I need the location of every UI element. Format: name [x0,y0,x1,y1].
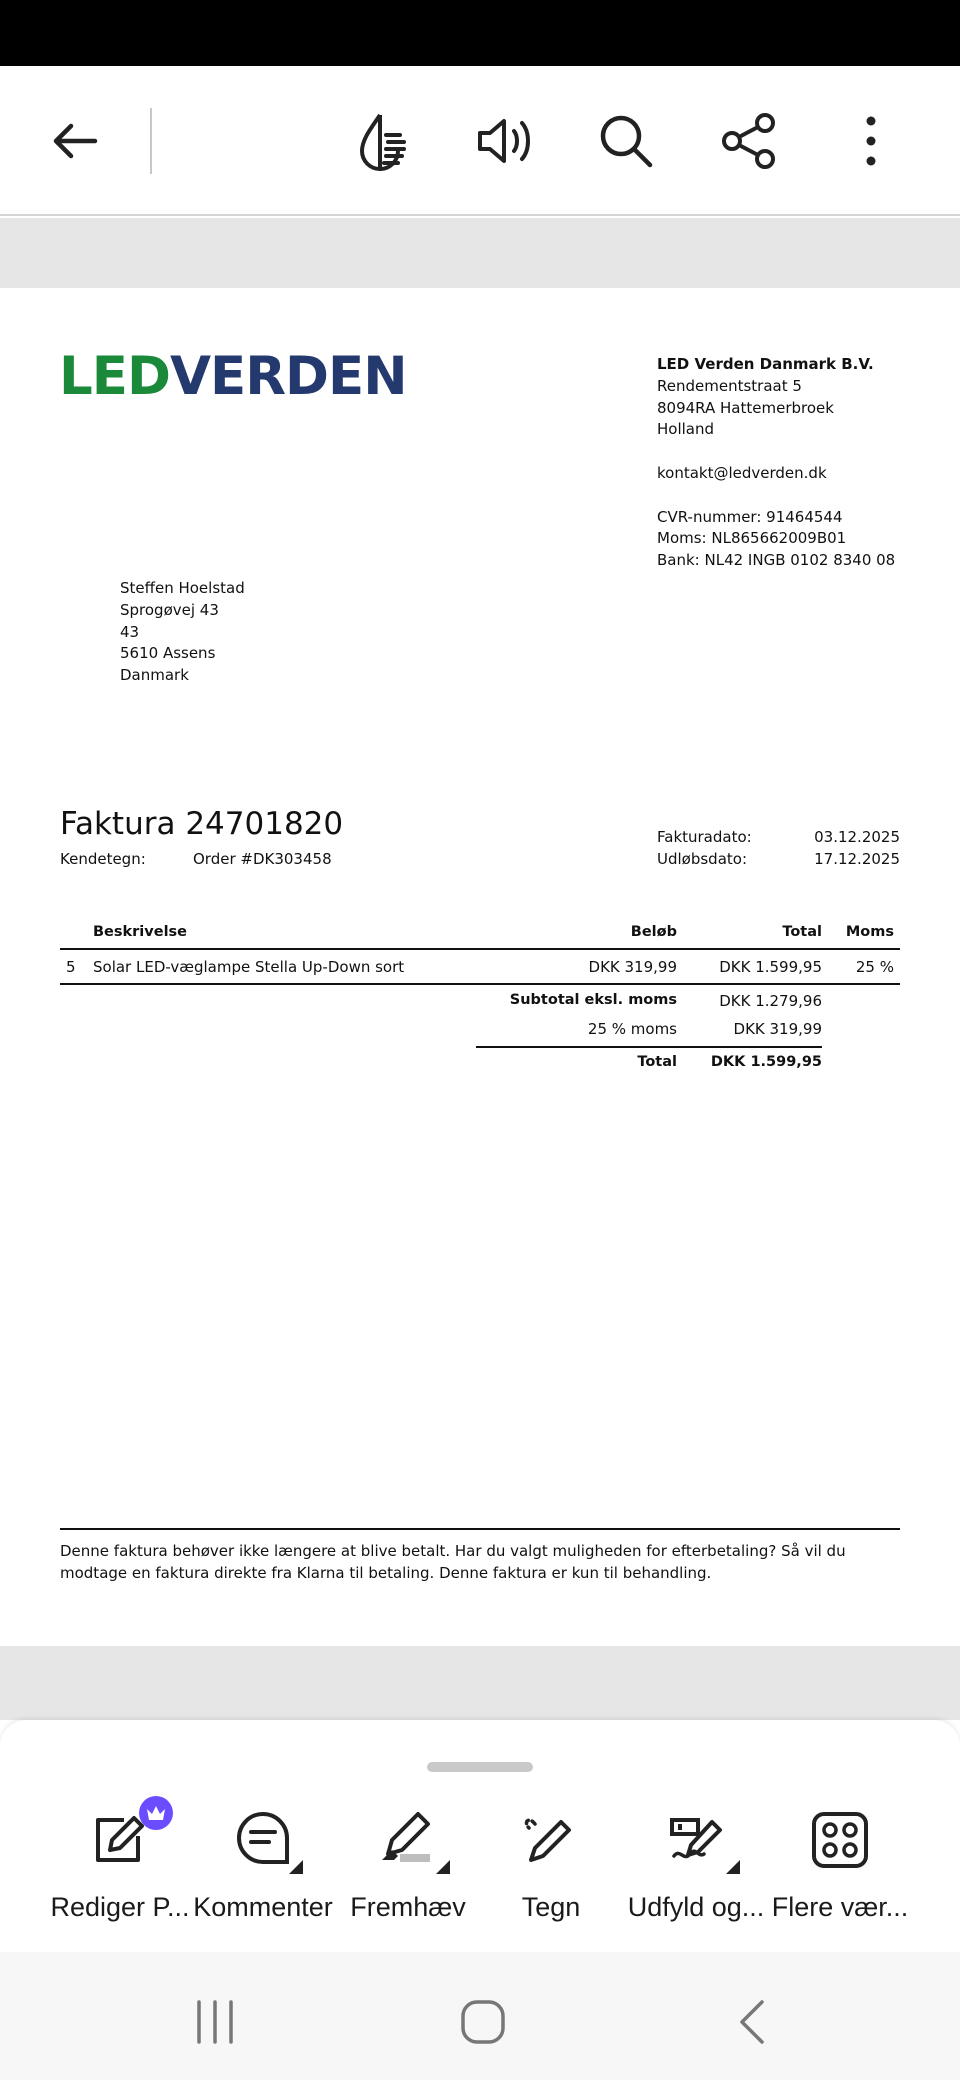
fill-sign-icon [666,1810,726,1870]
system-nav-bar [0,1952,960,2080]
total-label: Total [637,1054,677,1070]
more-options-icon[interactable] [836,106,906,176]
sheet-drag-handle[interactable] [427,1762,533,1772]
subtotal-value: DKK 1.279,96 [719,992,822,1010]
tool-label: Rediger P... [50,1892,190,1922]
tool-fill-sign[interactable] [621,1810,771,1930]
header-vat: Moms [845,924,894,940]
due-date-label: Udløbsdato: [657,850,748,868]
reference-label: Kendetegn: [60,850,146,868]
top-toolbar [0,66,960,216]
sender-city: 8094RA Hattemerbroek [657,398,834,417]
recipient-country: Danmark [120,666,189,685]
recent-apps-icon[interactable] [175,1982,255,2062]
row-quantity: 5 [66,958,76,976]
table-row-rule [60,983,900,985]
row-vat: 25 % [855,958,894,976]
reference-value: Order #DK303458 [193,850,332,868]
sender-email: kontakt@ledverden.dk [657,463,827,482]
recipient-street: Sprogøvej 43 [120,600,219,619]
invoice-date-row [657,826,900,848]
page-gap-top [0,218,960,288]
logo-part-led: LED [59,346,170,407]
sender-address [657,354,895,572]
company-logo [59,346,407,407]
total-value: DKK 1.599,95 [710,1054,822,1070]
tool-draw[interactable] [476,1810,626,1930]
row-description: Solar LED-væglampe Stella Up-Down sort [93,958,405,976]
sender-street: Rendementstraat 5 [657,376,802,395]
invoice-page [0,288,960,1646]
more-tools-icon [810,1810,870,1870]
tool-highlight[interactable] [333,1810,483,1930]
status-bar [0,0,960,66]
tool-comment[interactable] [188,1810,338,1930]
sender-company: LED Verden Danmark B.V. [657,355,874,373]
header-description: Beskrivelse [93,924,188,940]
comment-icon [233,1810,293,1870]
sender-country: Holland [657,420,715,439]
recipient-name: Steffen Hoelstad [120,579,245,597]
vat-value: DKK 319,99 [733,1020,822,1038]
footer-note: Denne faktura behøver ikke længere at blive betalt. Har du valgt muligheden for efterbetaling? Så vil du modtage en faktura direkte fra Klarna til betaling. Denne faktura er kun til behandling. [60,1542,846,1582]
recipient-city: 5610 Assens [120,644,216,663]
tool-label: Tegn [521,1892,581,1922]
tool-label: Fremhæv [350,1892,466,1922]
tool-label: Kommenter [193,1892,333,1922]
recipient-line2: 43 [120,622,140,641]
read-aloud-icon[interactable] [469,106,539,176]
sender-vat: Moms: NL865662009B01 [657,529,847,548]
tool-more-tools[interactable] [765,1810,915,1930]
tool-label: Flere vær... [771,1892,909,1922]
sender-cvr: CVR-nummer: 91464544 [657,507,843,526]
vat-label: 25 % moms [587,1020,677,1038]
footer-rule [60,1528,900,1530]
invoice-title: Faktura 24701820 [60,806,344,842]
header-total: Total [782,924,822,940]
back-icon[interactable] [712,1982,792,2062]
search-icon[interactable] [591,106,661,176]
tools-bottom-sheet [0,1720,960,1952]
subtotal-label: Subtotal eksl. moms [509,992,677,1008]
invoice-date-value: 03.12.2025 [814,828,900,846]
header-amount: Beløb [630,924,677,940]
toolbar-divider [150,108,152,174]
highlight-icon [378,1810,438,1870]
premium-crown-icon [139,1796,173,1830]
invoice-date-label: Fakturadato: [657,828,752,846]
draw-icon [521,1810,581,1870]
sender-bank: Bank: NL42 INGB 0102 8340 08 [657,551,896,570]
logo-part-verden: VERDEN [169,346,407,407]
read-mode-icon[interactable] [347,106,417,176]
back-arrow-icon[interactable] [40,106,110,176]
page-gap-bottom [0,1646,960,1720]
home-icon[interactable] [443,1982,523,2062]
row-total: DKK 1.599,95 [719,958,822,976]
row-amount: DKK 319,99 [588,958,677,976]
due-date-row [657,848,900,870]
summary-rule [476,1046,822,1048]
tool-label: Udfyld og... [627,1892,765,1922]
share-icon[interactable] [714,106,784,176]
invoice-dates [657,826,900,870]
tool-edit-pdf[interactable] [45,1810,195,1930]
due-date-value: 17.12.2025 [814,850,900,868]
recipient-address [120,578,245,687]
table-header-rule [60,948,900,950]
